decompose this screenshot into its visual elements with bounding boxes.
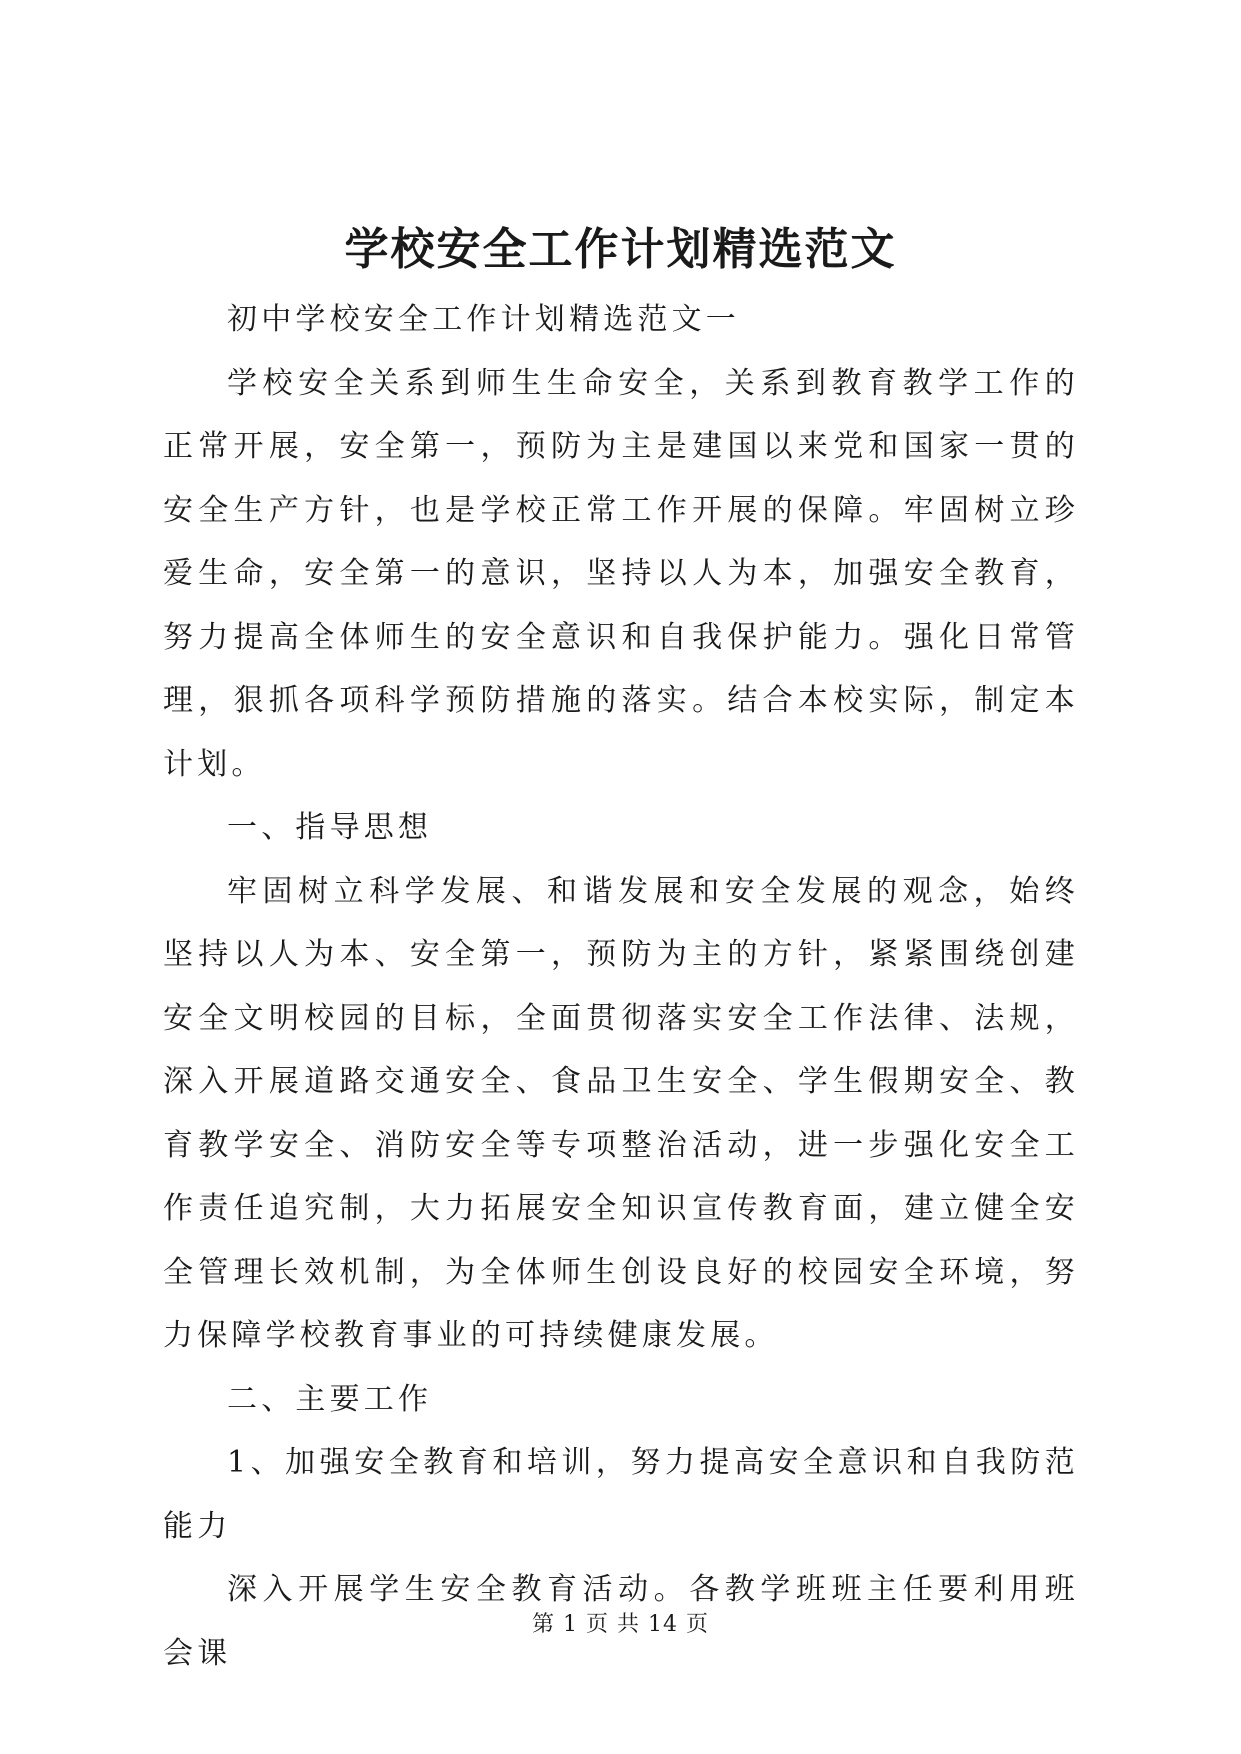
subsection-heading-education-training: 1、加强安全教育和培训，努力提高安全意识和自我防范能力 — [163, 1445, 1079, 1544]
page-number-footer: 第 1 页 共 14 页 — [532, 1612, 709, 1637]
education-activity-paragraph: 深入开展学生安全教育活动。各教学班班主任要利用班会课 — [163, 1572, 1079, 1671]
intro-paragraph: 学校安全关系到师生生命安全，关系到教育教学工作的正常开展，安全第一，预防为主是建国以来党和国家一贯的安全生产方针，也是学校正常工作开展的保障。牢固树立珍爱生命，安全第一的意识，坚持以人为本，加强安全教育，努力提高全体师生的安全意识和自我保护能力。强化日常管理，狠抓各项科学预防措施的落实。结合本校实际，制定本计划。 — [163, 365, 1079, 782]
guiding-ideology-paragraph: 牢固树立科学发展、和谐发展和安全发展的观念，始终坚持以人为本、安全第一，预防为主的方针，紧紧围绕创建安全文明校园的目标，全面贯彻落实安全工作法律、法规，深入开展道路交通安全、食品卫生安全、学生假期安全、教育教学安全、消防安全等专项整治活动，进一步强化安全工作责任追究制，大力拓展安全知识宣传教育面，建立健全安全管理长效机制，为全体师生创设良好的校园安全环境，努力保障学校教育事业的可持续健康发展。 — [163, 873, 1079, 1353]
document-body — [163, 288, 1079, 1685]
document-title: 学校安全工作计划精选范文 — [344, 224, 897, 275]
section-heading-guiding-ideology: 一、指导思想 — [227, 810, 433, 845]
subtitle-paragraph: 初中学校安全工作计划精选范文一 — [227, 302, 740, 337]
section-heading-main-work: 二、主要工作 — [227, 1381, 433, 1417]
